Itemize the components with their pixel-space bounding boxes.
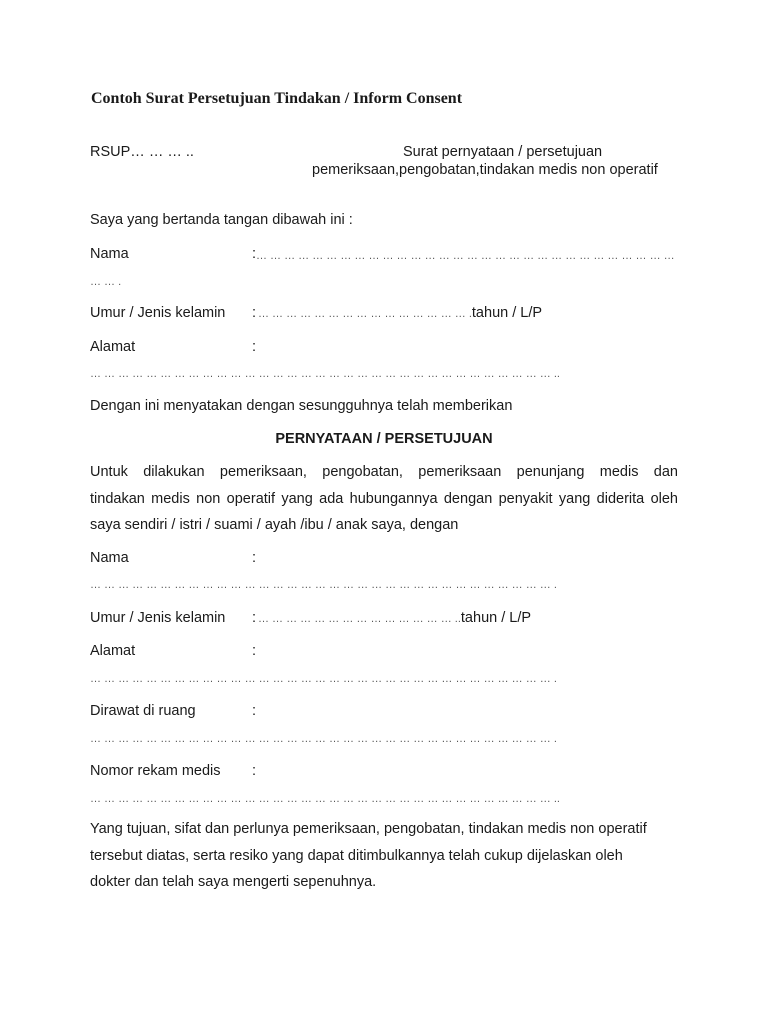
closing-line-2: tersebut diatas, serta resiko yang dapat ditimbulkannya telah cukup dijelaskan oleh [90, 847, 623, 864]
patient-rm-colon: : [252, 763, 257, 779]
patient-rm-label: Nomor rekam medis [90, 763, 221, 779]
patient-alamat-field[interactable]: … … … … … … … … … … … … … … … … … … … … … … … … … … … … … … … … … . [90, 673, 557, 685]
patient-alamat-label: Alamat [90, 643, 136, 659]
patient-rm-field[interactable]: … … … … … … … … … … … … … … … … … … … … … … … … … … … … … … … … … .. [90, 793, 560, 805]
patient-umur-colon: : [252, 610, 257, 626]
closing-line-1: Yang tujuan, sifat dan perlunya pemeriksaan, pengobatan, tindakan medis non operatif [90, 821, 647, 837]
patient-ruang-field[interactable]: … … … … … … … … … … … … … … … … … … … … … … … … … … … … … … … … … . [90, 733, 557, 745]
patient-ruang-label: Dirawat di ruang [90, 703, 196, 719]
patient-nama-field[interactable]: … … … … … … … … … … … … … … … … … … … … … … … … … … … … … … … … … . [90, 579, 557, 591]
purpose-paragraph [90, 459, 678, 539]
signer-nama-field[interactable]: … … … … … … … … … … … … … … … … … … … … … … … … … … … … … … [256, 250, 675, 262]
purpose-line-1: Untuk dilakukan pemeriksaan, pengobatan, pemeriksaan penunjang medis dan [90, 464, 678, 480]
subtitle-line-2: pemeriksaan,pengobatan,tindakan medis non operatif [312, 162, 658, 178]
closing-paragraph [90, 816, 680, 896]
subtitle-line-1: Surat pernyataan / persetujuan [403, 144, 603, 160]
patient-alamat-colon: : [252, 643, 257, 659]
signer-umur-label: Umur / Jenis kelamin [90, 305, 226, 321]
signer-alamat-colon: : [252, 339, 257, 355]
signer-umur-dots[interactable]: … … … … … … … … … … … … … … … . [258, 308, 472, 320]
patient-nama-colon: : [252, 550, 257, 566]
intro-text: Saya yang bertanda tangan dibawah ini : [90, 212, 353, 228]
patient-umur-label: Umur / Jenis kelamin [90, 610, 226, 626]
statement-text: Dengan ini menyatakan dengan sesungguhnya telah memberikan [90, 398, 513, 414]
patient-umur-field[interactable] [258, 610, 531, 626]
document-title: Contoh Surat Persetujuan Tindakan / Inform Consent [91, 90, 463, 107]
patient-umur-dots[interactable]: … … … … … … … … … … … … … … .. [258, 613, 461, 625]
signer-umur-field[interactable] [258, 305, 542, 321]
consent-heading: PERNYATAAN / PERSETUJUAN [275, 431, 493, 447]
signer-nama-field-cont[interactable]: … … . [90, 276, 122, 288]
signer-nama-colon: : [252, 246, 257, 262]
signer-umur-colon: : [252, 305, 257, 321]
purpose-line-2: tindakan medis non operatif yang ada hubungannya dengan penyakit yang diderita oleh [90, 490, 678, 507]
signer-umur-suffix: tahun / L/P [471, 305, 543, 321]
signer-alamat-field[interactable]: … … … … … … … … … … … … … … … … … … … … … … … … … … … … … … … … … .. [90, 368, 560, 380]
patient-nama-label: Nama [90, 550, 129, 566]
patient-umur-suffix: tahun / L/P [460, 610, 532, 626]
signer-alamat-label: Alamat [90, 339, 136, 355]
signer-nama-label: Nama [90, 246, 129, 262]
hospital-name: RSUP… … … .. [90, 144, 194, 160]
purpose-line-3: saya sendiri / istri / suami / ayah /ibu / anak saya, dengan [90, 517, 459, 533]
patient-ruang-colon: : [252, 703, 257, 719]
closing-line-3: dokter dan telah saya mengerti sepenuhnya. [90, 874, 377, 890]
